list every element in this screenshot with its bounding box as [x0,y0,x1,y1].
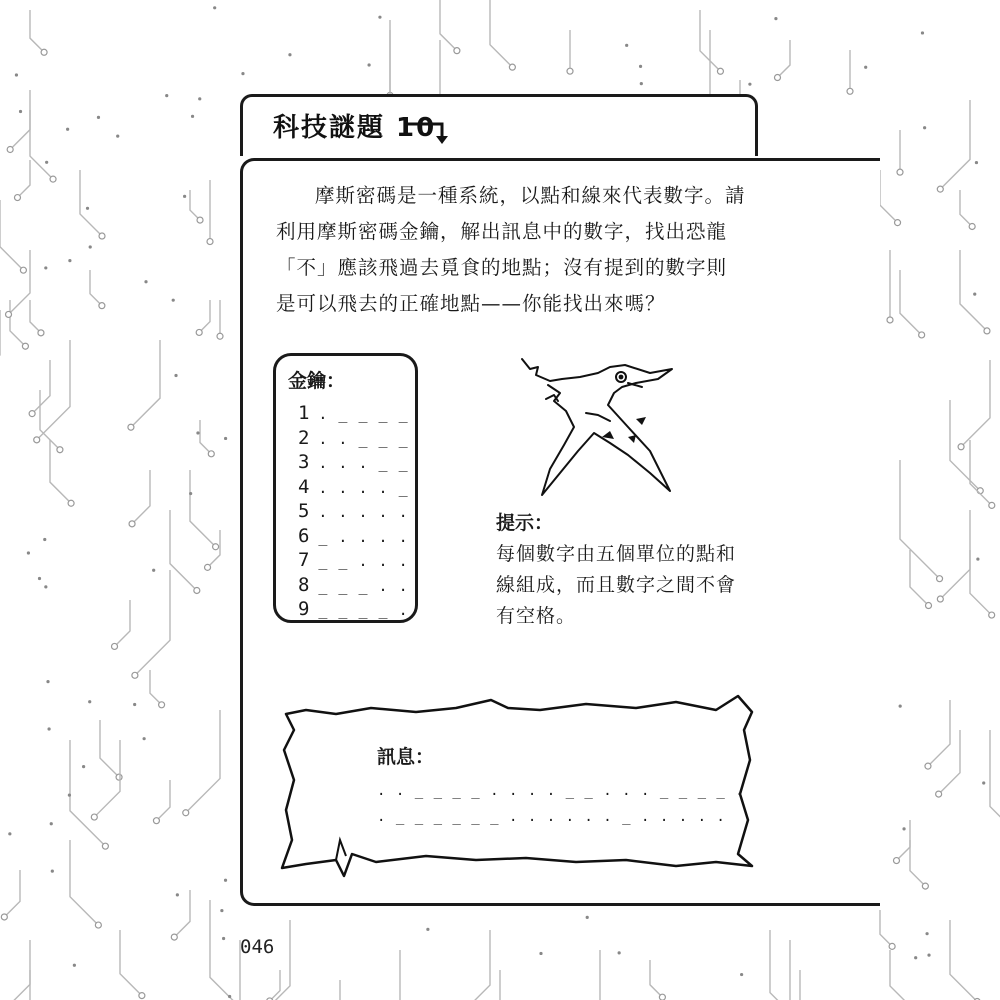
key-title: 金鑰： [288,370,346,392]
message-title: 訊息： [377,746,435,768]
intro-paragraph: 摩斯密碼是一種系統，以點和線來代表數字。請利用摩斯密碼金鑰，解出訊息中的數字，找出恐龍「不」應該飛過去覓食的地點；沒有提到的數字則是可以飛去的正確地點——你能找出來嗎？ [276,184,746,315]
hint-body: 每個數字由五個單位的點和線組成，而且數字之間不會有空格。 [496,543,737,627]
key-item: 7 _ _ . . . [298,549,409,571]
arrow-down-right-icon [404,110,454,150]
key-list [298,400,409,621]
key-item: 2 . . _ _ _ [298,426,409,449]
page-number: 046 [240,936,275,958]
key-item: 1 . _ _ _ _ [298,402,409,424]
key-item: 9 _ _ _ _ . [298,598,409,620]
message-line-2: . _ _ _ _ _ _ . . . . . . _ . . . . . [377,809,726,825]
title-box [240,94,758,156]
hint-box [496,508,746,632]
key-item: 3 . . . _ _ [298,451,409,473]
hint-title: 提示： [496,512,554,534]
key-item: 5 . . . . . [298,500,409,522]
message-line-1: . . _ _ _ _ . . . . _ _ . . . _ _ _ _ . [377,783,745,799]
morse-key-box [273,353,418,623]
key-item: 6 _ . . . . [298,524,409,547]
key-item: 8 _ _ _ . . [298,573,409,596]
key-item: 4 . . . . _ [298,475,409,498]
pterosaur-illustration [510,355,685,500]
puzzle-title: 科技謎題 10 [273,113,437,143]
